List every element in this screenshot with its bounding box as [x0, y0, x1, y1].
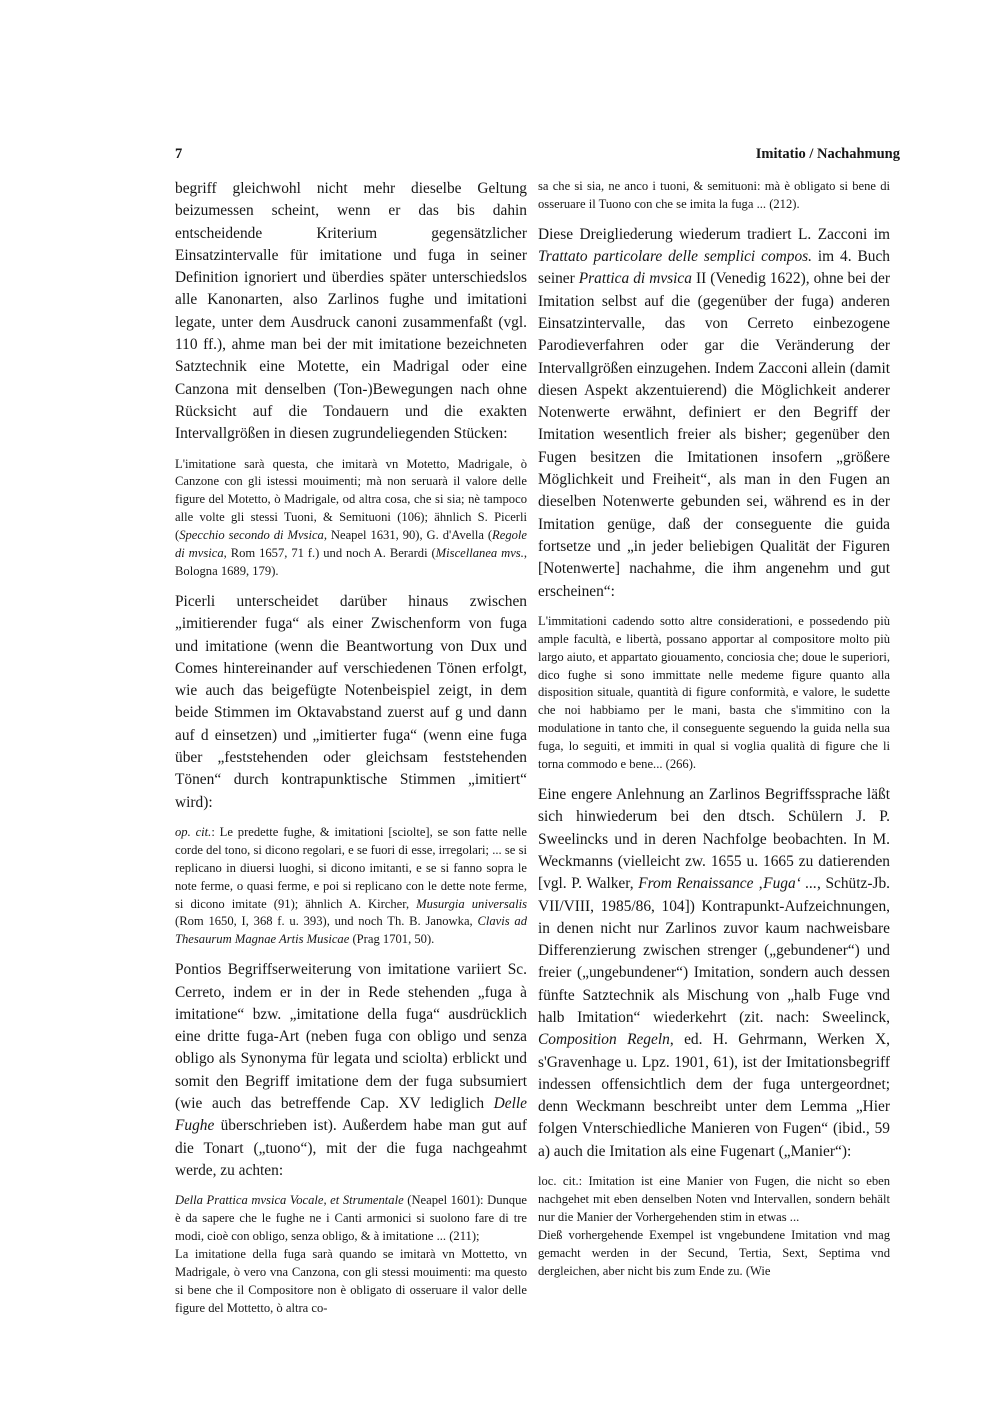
work-title: Musurgia universalis [416, 896, 527, 911]
body-paragraph: Picerli unterscheidet darüber hinaus zwischen „imitierender fuga“ als einer Zwischenform von fuga und imitatione (wenn die Beantwortung von Dux und Comes hintereinander auf verschiedenen Tönen erfolgt, wie auch das beigefügte Notenbeispiel zeigt, in dem beide Stimmen im Oktavabstand zuerst auf g und dann auf d einsetzen) und „imitierter fuga“ (wenn eine fuga über „feststehenden oder gleichsam feststehenden Tönen“ durch kontrapunktische Stimmen „imitiert“ wird): [175, 592, 527, 811]
page-number: 7 [175, 146, 183, 162]
work-title: Della Prattica mvsica Vocale, et Strumentale [175, 1193, 404, 1208]
page-header [175, 146, 900, 168]
work-title: Clavis ad Thesaurum Magnae Artis Musicae [175, 914, 527, 947]
running-title: Imitatio / Nachahmung [755, 146, 900, 162]
citation-ref: op. cit. [175, 824, 212, 839]
quotation-block: L'immitationi cadendo sotto altre considerationi, e possedendo più ample facultà, e libertà, possano apportar al compositore molto più largo aiuto, et appartato giouamento, conciosia che; doue le superiori, dico fughe si sono immittate nelle medeme figure quanto alla disposition situale, quantità di figure conformità, e valore, le sudette che noi habbiamo per le mani, basta che s'immitino con la modulatione in tanto che, il conseguente seguendo la guida nella sua fuga, lo seguiti, et immiti in qual si voglia qualità di figure che li torna commodo e bene... (266). [538, 613, 890, 772]
quotation-block: op. cit.: Le predette fughe, & imitationi [sciolte], se son fatte nelle corde del tono, si dicono regolari, e se fuori di esse, irregolari; ... se si replicano in diuersi luoghi, si dicono imitanti, e se si fanno sopra le note ferme, o quasi ferme, e poi si replicano con le dette note ferme, si dicono imitate (91); ähnlich A. Kircher, Musurgia universalis (Rom 1650, I, 368 f. u. 393), und noch Th. B. Janowka, Clavis ad Thesaurum Magnae Artis Musicae (Prag 1701, 50). [175, 824, 527, 947]
work-title: Prattica di mvsica [578, 270, 692, 288]
work-title: Miscellanea mvs. [435, 546, 524, 561]
quotation-block: sa che si sia, ne anco i tuoni, & semituoni: mà è obligato si bene di osseruare il Tuono con che se imita la fuga ... (212). [538, 179, 890, 211]
body-paragraph: Diese Dreigliederung wiederum tradiert L. Zacconi im Trattato particolare delle semplici compos. im 4. Buch seiner Prattica di mvsica II (Venedig 1622), ohne bei der Imitation selbst auf die (gegenüber der fuga) anderen Einsatzintervalle, das von Cerreto einbezogene Parodieverfahren oder gar die Veränderung der Intervallgrößen einzugehen. Indem Zacconi allein (damit diesen Aspekt akzentuierend) die Möglichkeit anderer Notenwerte erwähnt, definiert er den Begriff der Imitation wesentlich freier als bisher; gegenüber den Fugen besitzen die Imitationen insofern „größere Möglichkeit und Freiheit“, als man in den Fugen an dieselben Notenwerte gebunden sei, während es in der Imitation genüge, daß der conseguente die guida fortsetze und „in jeder beliebigen Qualität der Figuren [Notenwerte] nachahme, die ihm angenehm und gut erscheinen“: [538, 225, 890, 600]
right-column [538, 178, 890, 1291]
quotation-block: loc. cit.: Imitation ist eine Manier von Fugen, die nicht so eben nachgehet mit eben denselben Noten vnd Intervallen, sondern behält nur die Manier der Vorhergehenden stim in etwas ... [538, 1174, 890, 1224]
body-paragraph: Pontios Begriffserweiterung von imitatione variiert Sc. Cerreto, indem er in der in Rede stehenden „fuga à imitatione“ bzw. „imitatione della fuga“ ausdrücklich eine dritte fuga-Art (neben fuga con obligo und senza obligo als Synonyma für legata und sciolta) erblickt und somit den Begriff imitatione dem der fuga subsumiert (wie auch das betreffende Cap. XV lediglich Delle Fughe überschrieben ist). Außerdem habe man gut auf die Tonart („tuono“), mit der die fuga nachgeahmt werde, zu achten: [175, 961, 527, 1179]
left-column [175, 178, 527, 1328]
quotation-block: L'imitatione sarà questa, che imitarà vn Motetto, Madrigale, ò Canzone con gli istessi mouimenti; mà non seruarà il valore delle figure del Motetto, ò Madrigale, od altra cosa, che si sia; nè tampoco alle volte gli stessi Tuoni, & Semituoni (106); ähnlich S. Picerli (Specchio secondo di Mvsica, Neapel 1631, 90), G. d'Avella (Regole di mvsica, Rom 1657, 71 f.) und noch A. Berardi (Miscellanea mvs., Bologna 1689, 179). [175, 456, 528, 578]
quotation-block: Dieß vorhergehende Exempel ist vngebundene Imitation vnd mag gemacht werden in der Secund, Tertia, Sext, Septima vnd dergleichen, aber nicht bis zum Ende zu. (Wie [538, 1227, 890, 1278]
work-title: Delle Fughe [175, 1095, 527, 1135]
quotation-block: Della Prattica mvsica Vocale, et Strumentale (Neapel 1601): Dunque è da sapere che le fughe ne i Canti armonici si suolono fare di tre modi, cioè con obligo, senza obligo, & à imitatione ... (211); [175, 1193, 527, 1243]
work-title: Specchio secondo di Mvsica [179, 528, 324, 543]
body-paragraph: begriff gleichwohl nicht mehr dieselbe Geltung beizumessen scheint, wenn er das bis dahin entscheidende Kriterium gegensätzlicher Einsatzintervalle für imitatione und fuga in seiner Definition ignoriert und überdies später unterschiedslos alle Kanonarten, also Zarlinos fughe und imitationi legate, unter dem Ausdruck canoni zusammenfaßt (vgl. 110 ff.), ahme man bei der mit imitatione bezeichneten Satztechnik eine Motette, ein Madrigal oder eine Canzona mit denselben (Ton-)Bewegungen nach ohne Rücksicht auf die Tondauern und die exakten Intervallgrößen in diesen zugrundeliegenden Stücken: [175, 180, 527, 443]
work-title: Regole di mvsica [175, 528, 527, 561]
work-title: Trattato particolare delle semplici compos. [538, 248, 812, 266]
work-title: Composition Regeln [538, 1031, 670, 1049]
body-paragraph: Eine engere Anlehnung an Zarlinos Begriffssprache läßt sich hinwiederum bei den dtsch. Schülern J. P. Sweelincks und in deren Nachfolge beobachten. In M. Weckmanns (vielleicht zw. 1655 u. 1665 zu datierenden [vgl. P. Walker, From Renaissance ‚Fuga‘ ..., Schütz-Jb. VII/VIII, 1985/86, 104]) Kontrapunkt-Aufzeichnungen, in denen nicht nur Zarlinos zuvor kaum nachweisbare Differenzierung zwischen strenger („gebundener“) und freier („ungebundener“) Imitation, sondern auch dessen fünfte Satztechnik als Mischung von „halb Fuge vnd halb Imitation“ wiederkehrt (zit. nach: Sweelinck, Composition Regeln, ed. H. Gehrmann, Werken X, s'Gravenhage u. Lpz. 1901, 61), ist der Imitationsbegriff indessen offensichtlich dem der fuga untergeordnet; denn Weckmann beschreibt unter dem Lemma „Hier folgen Vnterschiedliche Manieren von Fugen“ (ibid., 59 a) auch die Imitation als eine Fugenart („Manier“): [538, 786, 890, 1160]
quotation-block: La imitatione della fuga sarà quando se imitarà vn Mottetto, vn Madrigale, ò vero vna Canzona, con gli stessi mouimenti: ma questo si bene che il Compositore non è obligato di osseruare il valor delle figure del Mottetto, ò altra co- [175, 1246, 527, 1315]
work-title: From Renaissance ‚Fuga‘ ... [638, 875, 817, 893]
